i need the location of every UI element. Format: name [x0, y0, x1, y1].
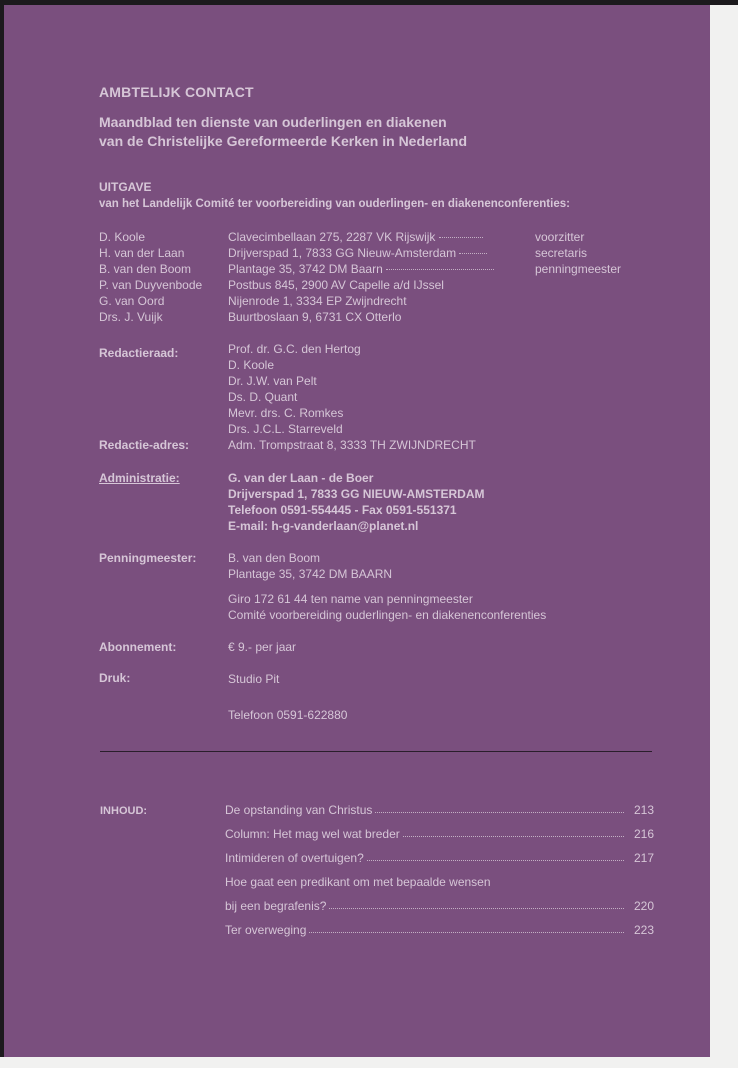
leader-dots	[439, 237, 483, 238]
divider-rule	[100, 751, 652, 752]
abonnement-label: Abonnement:	[99, 640, 177, 654]
toc-page: 216	[633, 827, 654, 841]
penningmeester-committee: Comité voorbereiding ouderlingen- en diakenenconferenties	[228, 608, 547, 622]
toc-title: De opstanding van Christus	[225, 803, 373, 817]
toc-title: Hoe gaat een predikant om met bepaalde wensen	[225, 875, 491, 889]
magazine-title: AMBTELIJK CONTACT	[99, 84, 254, 100]
redactie-adres-value: Adm. Trompstraat 8, 3333 TH ZWIJNDRECHT	[228, 438, 476, 452]
toc-entry[interactable]	[225, 923, 654, 941]
druk-label: Druk:	[99, 671, 131, 685]
committee-address: Plantage 35, 3742 DM Baarn	[228, 262, 383, 276]
toc-page: 217	[633, 851, 654, 865]
committee-address: Nijenrode 1, 3334 EP Zwijndrecht	[228, 294, 407, 308]
redactieraad-member: Ds. D. Quant	[228, 390, 298, 404]
toc-title: bij een begrafenis?	[225, 899, 327, 913]
toc-entry[interactable]	[225, 851, 654, 869]
scan-margin-right	[710, 5, 738, 1060]
toc-page: 220	[633, 899, 654, 913]
committee-role: voorzitter	[535, 230, 585, 244]
committee-names	[99, 229, 202, 325]
administratie-email: E-mail: h-g-vanderlaan@planet.nl	[228, 519, 419, 533]
committee-address: Buurtboslaan 9, 6731 CX Otterlo	[228, 310, 402, 324]
leader-dots	[459, 253, 487, 254]
toc-page: 223	[633, 923, 654, 937]
druk-value: Studio Pit	[228, 672, 280, 686]
administratie-phone: Telefoon 0591-554445 - Fax 0591-551371	[228, 503, 457, 517]
administratie-label: Administratie:	[99, 471, 180, 485]
toc-entry[interactable]	[225, 827, 654, 845]
uitgave-heading: UITGAVE	[99, 180, 152, 194]
administratie-address: Drijverspad 1, 7833 GG NIEUW-AMSTERDAM	[228, 487, 485, 501]
redactieraad-member: Mevr. drs. C. Romkes	[228, 406, 344, 420]
magazine-back-cover	[4, 5, 710, 1057]
redactieraad-member: Dr. J.W. van Pelt	[228, 374, 317, 388]
committee-address: Drijverspad 1, 7833 GG Nieuw-Amsterdam	[228, 246, 457, 260]
committee-role: secretaris	[535, 246, 588, 260]
committee-name: H. van der Laan	[99, 246, 185, 260]
toc-entry-continued[interactable]	[225, 875, 654, 893]
redactie-adres-label: Redactie-adres:	[99, 438, 190, 452]
uitgave-description: van het Landelijk Comité ter voorbereiding van ouderlingen- en diakenenconferenties:	[99, 198, 570, 210]
leader-dots	[386, 269, 494, 270]
toc-title: Ter overweging	[225, 923, 307, 937]
administratie-name: G. van der Laan - de Boer	[228, 471, 374, 485]
committee-roles	[535, 229, 621, 277]
redactieraad-member: Prof. dr. G.C. den Hertog	[228, 342, 361, 356]
committee-name: B. van den Boom	[99, 262, 192, 276]
redactieraad-members	[228, 341, 361, 437]
penningmeester-giro: Giro 172 61 44 ten name van penningmeester	[228, 592, 473, 606]
committee-address: Postbus 845, 2900 AV Capelle a/d IJssel	[228, 278, 444, 292]
committee-address: Clavecimbellaan 275, 2287 VK Rijswijk	[228, 230, 436, 244]
committee-name: G. van Oord	[99, 294, 165, 308]
druk-phone: Telefoon 0591-622880	[228, 708, 348, 722]
committee-role: penningmeester	[535, 262, 622, 276]
redactieraad-label: Redactieraad:	[99, 346, 179, 360]
penningmeester-giro-block	[228, 591, 546, 623]
toc-entry[interactable]	[225, 803, 654, 821]
toc-page: 213	[633, 803, 654, 817]
committee-addresses	[228, 229, 494, 325]
redactieraad-member: D. Koole	[228, 358, 275, 372]
penningmeester-label: Penningmeester:	[99, 551, 197, 565]
administratie-block	[228, 470, 484, 534]
redactieraad-member: Drs. J.C.L. Starreveld	[228, 422, 343, 436]
committee-name: Drs. J. Vuijk	[99, 310, 163, 324]
penningmeester-block	[228, 550, 392, 582]
toc-title: Column: Het mag wel wat breder	[225, 827, 400, 841]
committee-name: P. van Duyvenbode	[99, 278, 203, 292]
abonnement-value: € 9.- per jaar	[228, 640, 297, 654]
scan-margin-bottom	[0, 1057, 738, 1068]
penningmeester-address: Plantage 35, 3742 DM BAARN	[228, 567, 393, 581]
subtitle-line-2: van de Christelijke Gereformeerde Kerken in Nederland	[99, 133, 468, 149]
toc-title: Intimideren of overtuigen?	[225, 851, 364, 865]
subtitle-line-1: Maandblad ten dienste van ouderlingen en diakenen	[99, 114, 447, 130]
toc-entry[interactable]	[225, 899, 654, 917]
inhoud-label: INHOUD:	[100, 805, 148, 817]
penningmeester-name: B. van den Boom	[228, 551, 321, 565]
committee-name: D. Koole	[99, 230, 146, 244]
